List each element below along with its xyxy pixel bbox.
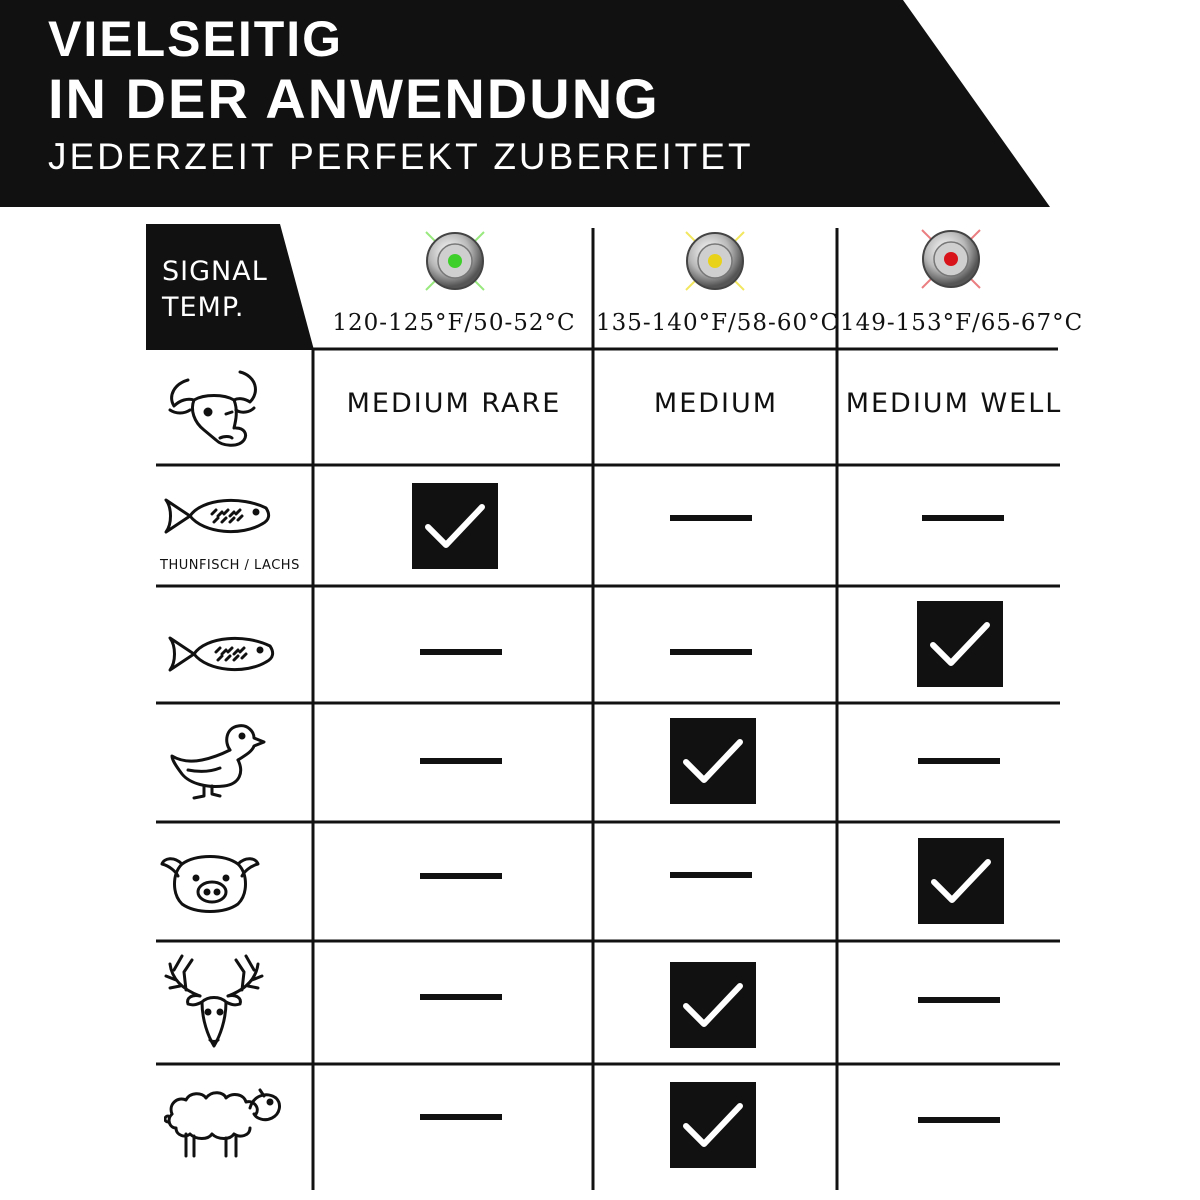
- dash-icon: [918, 758, 1000, 764]
- check-icon: [670, 962, 756, 1048]
- temp-label-medium-well: 149-153°F/65-67°C: [840, 310, 1084, 336]
- level-medium-well: MEDIUM WELL: [845, 388, 1063, 419]
- fish-icon: [166, 632, 276, 682]
- lamb-icon: [164, 1084, 284, 1168]
- signal-label-line1: SIGNAL: [162, 256, 268, 287]
- green-led-icon: [420, 226, 490, 296]
- temp-label-medium-rare: 120-125°F/50-52°C: [332, 310, 576, 336]
- pig-icon: [160, 850, 260, 920]
- beef-icon: [164, 366, 264, 458]
- title-line-1: VIELSEITIG: [48, 11, 344, 67]
- deer-icon: [162, 950, 266, 1058]
- fish-caption: THUNFISCH / LACHS: [160, 558, 300, 573]
- subtitle: JEDERZEIT PERFEKT ZUBEREITET: [48, 136, 754, 177]
- level-medium-rare: MEDIUM RARE: [346, 388, 562, 419]
- check-icon: [670, 1082, 756, 1168]
- dash-icon: [918, 1117, 1000, 1123]
- dash-icon: [420, 1114, 502, 1120]
- yellow-led-icon: [680, 226, 750, 296]
- dash-icon: [420, 649, 502, 655]
- title-line-2: IN DER ANWENDUNG: [48, 67, 660, 130]
- dash-icon: [420, 873, 502, 879]
- signal-label-line2: TEMP.: [162, 292, 245, 323]
- dash-icon: [922, 515, 1004, 521]
- check-icon: [917, 601, 1003, 687]
- check-icon: [412, 483, 498, 569]
- dash-icon: [670, 649, 752, 655]
- tuna-salmon-fish-icon: [162, 494, 272, 544]
- check-icon: [670, 718, 756, 804]
- dash-icon: [420, 994, 502, 1000]
- dash-icon: [670, 872, 752, 878]
- check-icon: [918, 838, 1004, 924]
- red-led-icon: [916, 224, 986, 294]
- level-medium: MEDIUM: [653, 388, 779, 419]
- duck-icon: [168, 722, 268, 806]
- temp-label-medium: 135-140°F/58-60°C: [596, 310, 840, 336]
- dash-icon: [420, 758, 502, 764]
- dash-icon: [918, 997, 1000, 1003]
- dash-icon: [670, 515, 752, 521]
